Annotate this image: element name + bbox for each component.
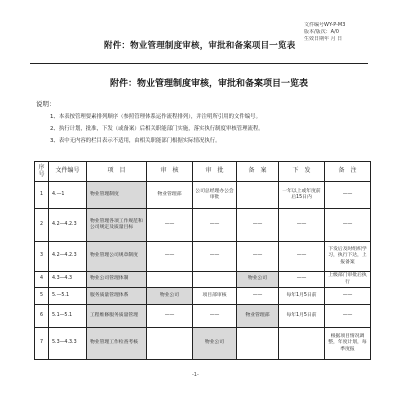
cell-no: 2 <box>35 209 49 242</box>
cell-item: 工程维修服务质量管理 <box>87 305 147 328</box>
cell-approve: —— <box>193 242 237 272</box>
cell-remark: —— <box>325 182 371 209</box>
cell-file: —— <box>237 288 279 305</box>
cell-review <box>147 328 193 360</box>
cell-issue: —— <box>279 242 325 272</box>
cell-no: 5 <box>35 288 49 305</box>
cell-remark: —— <box>325 288 371 305</box>
cell-remark: —— <box>325 209 371 242</box>
cell-file: 物业管理部 <box>237 305 279 328</box>
cell-item: 服务质量管理体系 <box>87 288 147 305</box>
cell-item: 物业管理工作检查考核 <box>87 328 147 360</box>
table-header-row <box>35 162 371 182</box>
cell-file: 物业公司 <box>237 272 279 288</box>
cell-file <box>237 182 279 209</box>
document-info-block <box>304 22 364 43</box>
cell-approve: 项目部审核 <box>193 288 237 305</box>
cell-no: 1 <box>35 182 49 209</box>
cell-review: 物业公司 <box>147 288 193 305</box>
cell-approve <box>193 272 237 288</box>
cell-item: 物业管理公司规章制度 <box>87 242 147 272</box>
cell-issue <box>279 328 325 360</box>
table-row <box>35 242 371 272</box>
table-row <box>35 182 371 209</box>
header-divider <box>30 63 368 64</box>
table-row <box>35 288 371 305</box>
cell-no: 3 <box>35 242 49 272</box>
table-row <box>35 209 371 242</box>
cell-remark: —— <box>325 305 371 328</box>
cell-remark: 上级部门审批后执行 <box>325 272 371 288</box>
table-row <box>35 272 371 288</box>
column-header: 审 批 <box>193 162 237 182</box>
note-item: 3、表中无内容的栏目表示不适用，由相关职能部门根据实际情况执行。 <box>50 138 221 144</box>
cell-issue: 每年1月5日前 <box>279 305 325 328</box>
cell-code: 4.—1 <box>49 182 87 209</box>
cell-review <box>147 272 193 288</box>
cell-code: 5.1—5.1 <box>49 305 87 328</box>
cell-file: —— <box>237 242 279 272</box>
cell-issue: —— <box>279 209 325 242</box>
page-title: 附件：物业管理制度审核，审批和备案项目一览表 <box>110 79 309 89</box>
column-header: 备 案 <box>237 162 279 182</box>
cell-issue: —— <box>279 272 325 288</box>
note-item: 2、执行计划，批准，下发（或备案）后相关职能部门实施，落实执行制度审核管理流程。 <box>50 126 264 132</box>
cell-no: 4 <box>35 272 49 288</box>
cell-approve: 物业公司 <box>193 328 237 360</box>
cell-code: 4.2—4.2.3 <box>49 242 87 272</box>
column-header: 下 发 <box>279 162 325 182</box>
cell-item: 物业公司管理体制 <box>87 272 147 288</box>
cell-issue: 每年1月5日前 <box>279 288 325 305</box>
cell-issue: 一年以上或年度前后15日内 <box>279 182 325 209</box>
cell-item: 物业管理各项工作规范和公司规定及质量目标 <box>87 209 147 242</box>
cell-approve: —— <box>193 209 237 242</box>
cell-code: 4.2—4.2.3 <box>49 209 87 242</box>
cell-file: —— <box>237 209 279 242</box>
column-header: 项 目 <box>87 162 147 182</box>
cell-review: —— <box>147 209 193 242</box>
notes-heading: 说明： <box>36 100 56 108</box>
column-header: 序号 <box>35 162 49 182</box>
cell-remark: 根据项目情况调整，年度计划，每季度报 <box>325 328 371 360</box>
column-header: 文件编号 <box>49 162 87 182</box>
cell-approve: 公司总经理办公会审批 <box>193 182 237 209</box>
doc-info-line: 生效日期年 月 日 <box>304 36 343 42</box>
header-title: 附件：物业管理制度审核，审批和备案项目一览表 <box>104 41 296 51</box>
cell-review: —— <box>147 305 193 328</box>
table-row <box>35 328 371 360</box>
cell-approve: —— <box>193 305 237 328</box>
cell-no: 6 <box>35 305 49 328</box>
cell-file <box>237 328 279 360</box>
page-number: -1- <box>192 372 199 378</box>
cell-item: 物业管理制度 <box>87 182 147 209</box>
cell-remark: 下发后及时组织学习，执行下达，上报备案 <box>325 242 371 272</box>
cell-review: 物业管理部 <box>147 182 193 209</box>
column-header: 审 核 <box>147 162 193 182</box>
column-header: 备 注 <box>325 162 371 182</box>
approval-table <box>34 161 371 360</box>
notes-list <box>50 113 350 149</box>
cell-review: —— <box>147 242 193 272</box>
table-row <box>35 305 371 328</box>
doc-info-line: 版本/版次：A/0 <box>304 29 339 35</box>
doc-info-line: 文件编号WY-P-M3 <box>304 22 346 28</box>
cell-code: 4.3—4.3 <box>49 272 87 288</box>
cell-code: 5.3—4.3.3 <box>49 328 87 360</box>
cell-no: 7 <box>35 328 49 360</box>
note-item: 1、本表按管理要素排列顺序（参照管理体系运作流程排列），并注明所引用的文件编号。 <box>50 114 261 120</box>
cell-code: 5.—5.1 <box>49 288 87 305</box>
